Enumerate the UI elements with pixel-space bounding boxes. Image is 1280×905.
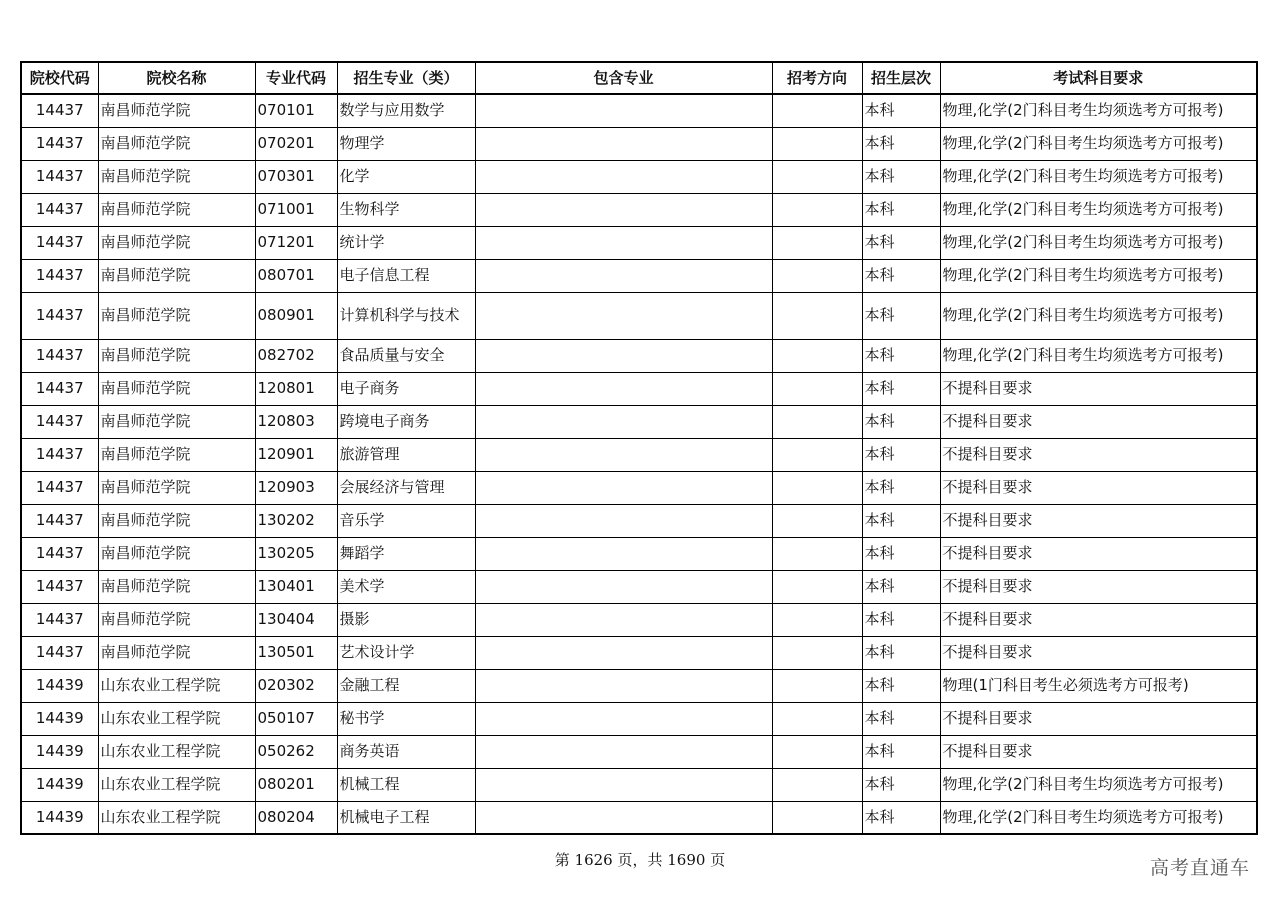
direction-cell [772,768,862,801]
subject-requirement-cell: 不提科目要求 [940,372,1257,405]
direction-cell [772,259,862,292]
subject-requirement-cell: 物理,化学(2门科目考生均须选考方可报考) [940,160,1257,193]
level-cell: 本科 [862,669,940,702]
table-row [21,504,1257,537]
major-cell: 物理学 [337,127,475,160]
subject-requirement-cell: 物理,化学(2门科目考生均须选考方可报考) [940,94,1257,127]
major-cell: 商务英语 [337,735,475,768]
major-code-cell: 130501 [255,636,337,669]
major-code-cell: 080201 [255,768,337,801]
level-cell: 本科 [862,438,940,471]
school-name-cell: 南昌师范学院 [98,292,255,339]
school-code-cell: 14437 [21,292,98,339]
school-name-cell: 南昌师范学院 [98,471,255,504]
table-row [21,735,1257,768]
col-header-major-code: 专业代码 [255,62,337,94]
school-code-cell: 14437 [21,504,98,537]
school-name-cell: 南昌师范学院 [98,160,255,193]
table-row [21,669,1257,702]
subject-requirement-cell: 不提科目要求 [940,405,1257,438]
subject-requirement-cell: 不提科目要求 [940,471,1257,504]
subject-requirement-cell: 不提科目要求 [940,537,1257,570]
major-code-cell: 080901 [255,292,337,339]
direction-cell [772,292,862,339]
included-majors-cell [475,768,772,801]
direction-cell [772,537,862,570]
school-code-cell: 14439 [21,801,98,834]
major-code-cell: 130404 [255,603,337,636]
school-name-cell: 南昌师范学院 [98,438,255,471]
major-cell: 音乐学 [337,504,475,537]
school-name-cell: 山东农业工程学院 [98,801,255,834]
direction-cell [772,405,862,438]
direction-cell [772,504,862,537]
school-name-cell: 山东农业工程学院 [98,735,255,768]
included-majors-cell [475,160,772,193]
school-code-cell: 14437 [21,226,98,259]
major-cell: 生物科学 [337,193,475,226]
level-cell: 本科 [862,160,940,193]
direction-cell [772,127,862,160]
subject-requirement-cell: 不提科目要求 [940,702,1257,735]
table-row [21,768,1257,801]
direction-cell [772,636,862,669]
direction-cell [772,702,862,735]
major-cell: 计算机科学与技术 [337,292,475,339]
level-cell: 本科 [862,570,940,603]
school-code-cell: 14437 [21,438,98,471]
direction-cell [772,471,862,504]
subject-requirement-cell: 物理,化学(2门科目考生均须选考方可报考) [940,292,1257,339]
level-cell: 本科 [862,702,940,735]
table-row [21,636,1257,669]
major-code-cell: 130401 [255,570,337,603]
subject-requirement-cell: 不提科目要求 [940,603,1257,636]
school-name-cell: 南昌师范学院 [98,405,255,438]
major-cell: 食品质量与安全 [337,339,475,372]
level-cell: 本科 [862,768,940,801]
direction-cell [772,570,862,603]
included-majors-cell [475,801,772,834]
school-code-cell: 14437 [21,160,98,193]
school-code-cell: 14437 [21,339,98,372]
table-row [21,339,1257,372]
subject-requirement-cell: 物理(1门科目考生必须选考方可报考) [940,669,1257,702]
school-code-cell: 14437 [21,193,98,226]
major-cell: 旅游管理 [337,438,475,471]
major-code-cell: 120903 [255,471,337,504]
included-majors-cell [475,603,772,636]
col-header-direction: 招考方向 [772,62,862,94]
included-majors-cell [475,504,772,537]
level-cell: 本科 [862,372,940,405]
major-code-cell: 120801 [255,372,337,405]
subject-requirement-cell: 物理,化学(2门科目考生均须选考方可报考) [940,801,1257,834]
school-name-cell: 南昌师范学院 [98,94,255,127]
school-name-cell: 南昌师范学院 [98,372,255,405]
direction-cell [772,193,862,226]
school-code-cell: 14439 [21,702,98,735]
school-name-cell: 南昌师范学院 [98,636,255,669]
level-cell: 本科 [862,603,940,636]
included-majors-cell [475,471,772,504]
table-row [21,259,1257,292]
level-cell: 本科 [862,94,940,127]
direction-cell [772,438,862,471]
major-cell: 电子商务 [337,372,475,405]
school-name-cell: 南昌师范学院 [98,259,255,292]
school-name-cell: 山东农业工程学院 [98,768,255,801]
subject-requirement-cell: 物理,化学(2门科目考生均须选考方可报考) [940,339,1257,372]
table-row [21,537,1257,570]
table-body [21,94,1257,834]
major-cell: 秘书学 [337,702,475,735]
table-row [21,702,1257,735]
included-majors-cell [475,372,772,405]
level-cell: 本科 [862,339,940,372]
major-code-cell: 080701 [255,259,337,292]
direction-cell [772,226,862,259]
level-cell: 本科 [862,636,940,669]
level-cell: 本科 [862,226,940,259]
table-row [21,160,1257,193]
school-code-cell: 14439 [21,735,98,768]
col-header-school-name: 院校名称 [98,62,255,94]
subject-requirement-cell: 物理,化学(2门科目考生均须选考方可报考) [940,768,1257,801]
school-name-cell: 南昌师范学院 [98,127,255,160]
major-cell: 跨境电子商务 [337,405,475,438]
major-code-cell: 050262 [255,735,337,768]
subject-requirement-cell: 物理,化学(2门科目考生均须选考方可报考) [940,226,1257,259]
major-cell: 美术学 [337,570,475,603]
major-code-cell: 071201 [255,226,337,259]
level-cell: 本科 [862,471,940,504]
school-code-cell: 14437 [21,636,98,669]
level-cell: 本科 [862,193,940,226]
level-cell: 本科 [862,735,940,768]
major-code-cell: 070301 [255,160,337,193]
major-code-cell: 080204 [255,801,337,834]
included-majors-cell [475,405,772,438]
included-majors-cell [475,94,772,127]
direction-cell [772,801,862,834]
table-row [21,570,1257,603]
table-row [21,471,1257,504]
major-cell: 舞蹈学 [337,537,475,570]
major-code-cell: 050107 [255,702,337,735]
col-header-subject-requirement: 考试科目要求 [940,62,1257,94]
direction-cell [772,94,862,127]
school-code-cell: 14437 [21,471,98,504]
included-majors-cell [475,259,772,292]
table-row [21,801,1257,834]
major-code-cell: 130205 [255,537,337,570]
table-row [21,94,1257,127]
school-name-cell: 南昌师范学院 [98,570,255,603]
watermark-logo: 高考直通车 [1149,857,1250,879]
subject-requirement-cell: 物理,化学(2门科目考生均须选考方可报考) [940,127,1257,160]
direction-cell [772,372,862,405]
major-code-cell: 070101 [255,94,337,127]
level-cell: 本科 [862,504,940,537]
major-code-cell: 120803 [255,405,337,438]
major-cell: 机械电子工程 [337,801,475,834]
included-majors-cell [475,193,772,226]
major-cell: 摄影 [337,603,475,636]
major-cell: 统计学 [337,226,475,259]
table-row [21,438,1257,471]
direction-cell [772,735,862,768]
level-cell: 本科 [862,127,940,160]
major-code-cell: 071001 [255,193,337,226]
school-code-cell: 14439 [21,768,98,801]
admissions-table [20,61,1258,835]
school-code-cell: 14437 [21,259,98,292]
included-majors-cell [475,339,772,372]
direction-cell [772,160,862,193]
level-cell: 本科 [862,537,940,570]
col-header-included-majors: 包含专业 [475,62,772,94]
level-cell: 本科 [862,801,940,834]
school-code-cell: 14437 [21,94,98,127]
table-row [21,372,1257,405]
major-cell: 电子信息工程 [337,259,475,292]
included-majors-cell [475,669,772,702]
table-row [21,603,1257,636]
major-cell: 会展经济与管理 [337,471,475,504]
included-majors-cell [475,636,772,669]
school-code-cell: 14437 [21,372,98,405]
subject-requirement-cell: 物理,化学(2门科目考生均须选考方可报考) [940,259,1257,292]
major-cell: 金融工程 [337,669,475,702]
included-majors-cell [475,702,772,735]
included-majors-cell [475,438,772,471]
subject-requirement-cell: 不提科目要求 [940,636,1257,669]
level-cell: 本科 [862,405,940,438]
included-majors-cell [475,735,772,768]
school-name-cell: 山东农业工程学院 [98,702,255,735]
major-code-cell: 082702 [255,339,337,372]
school-code-cell: 14437 [21,570,98,603]
level-cell: 本科 [862,292,940,339]
subject-requirement-cell: 不提科目要求 [940,438,1257,471]
major-code-cell: 120901 [255,438,337,471]
school-code-cell: 14437 [21,603,98,636]
school-name-cell: 南昌师范学院 [98,603,255,636]
school-code-cell: 14437 [21,405,98,438]
col-header-school-code: 院校代码 [21,62,98,94]
major-cell: 艺术设计学 [337,636,475,669]
included-majors-cell [475,537,772,570]
direction-cell [772,339,862,372]
direction-cell [772,603,862,636]
school-name-cell: 南昌师范学院 [98,339,255,372]
table-row [21,292,1257,339]
direction-cell [772,669,862,702]
included-majors-cell [475,226,772,259]
subject-requirement-cell: 物理,化学(2门科目考生均须选考方可报考) [940,193,1257,226]
header-row [21,62,1257,94]
major-cell: 机械工程 [337,768,475,801]
school-code-cell: 14439 [21,669,98,702]
major-code-cell: 130202 [255,504,337,537]
table-row [21,226,1257,259]
table-row [21,193,1257,226]
col-header-level: 招生层次 [862,62,940,94]
subject-requirement-cell: 不提科目要求 [940,735,1257,768]
major-code-cell: 070201 [255,127,337,160]
col-header-major: 招生专业（类） [337,62,475,94]
school-name-cell: 山东农业工程学院 [98,669,255,702]
included-majors-cell [475,127,772,160]
included-majors-cell [475,292,772,339]
major-cell: 化学 [337,160,475,193]
subject-requirement-cell: 不提科目要求 [940,504,1257,537]
school-code-cell: 14437 [21,537,98,570]
school-code-cell: 14437 [21,127,98,160]
school-name-cell: 南昌师范学院 [98,504,255,537]
school-name-cell: 南昌师范学院 [98,193,255,226]
major-code-cell: 020302 [255,669,337,702]
level-cell: 本科 [862,259,940,292]
table-row [21,127,1257,160]
page-number: 第 1626 页，共 1690 页 [554,851,726,869]
major-cell: 数学与应用数学 [337,94,475,127]
table-row [21,405,1257,438]
school-name-cell: 南昌师范学院 [98,537,255,570]
subject-requirement-cell: 不提科目要求 [940,570,1257,603]
included-majors-cell [475,570,772,603]
school-name-cell: 南昌师范学院 [98,226,255,259]
